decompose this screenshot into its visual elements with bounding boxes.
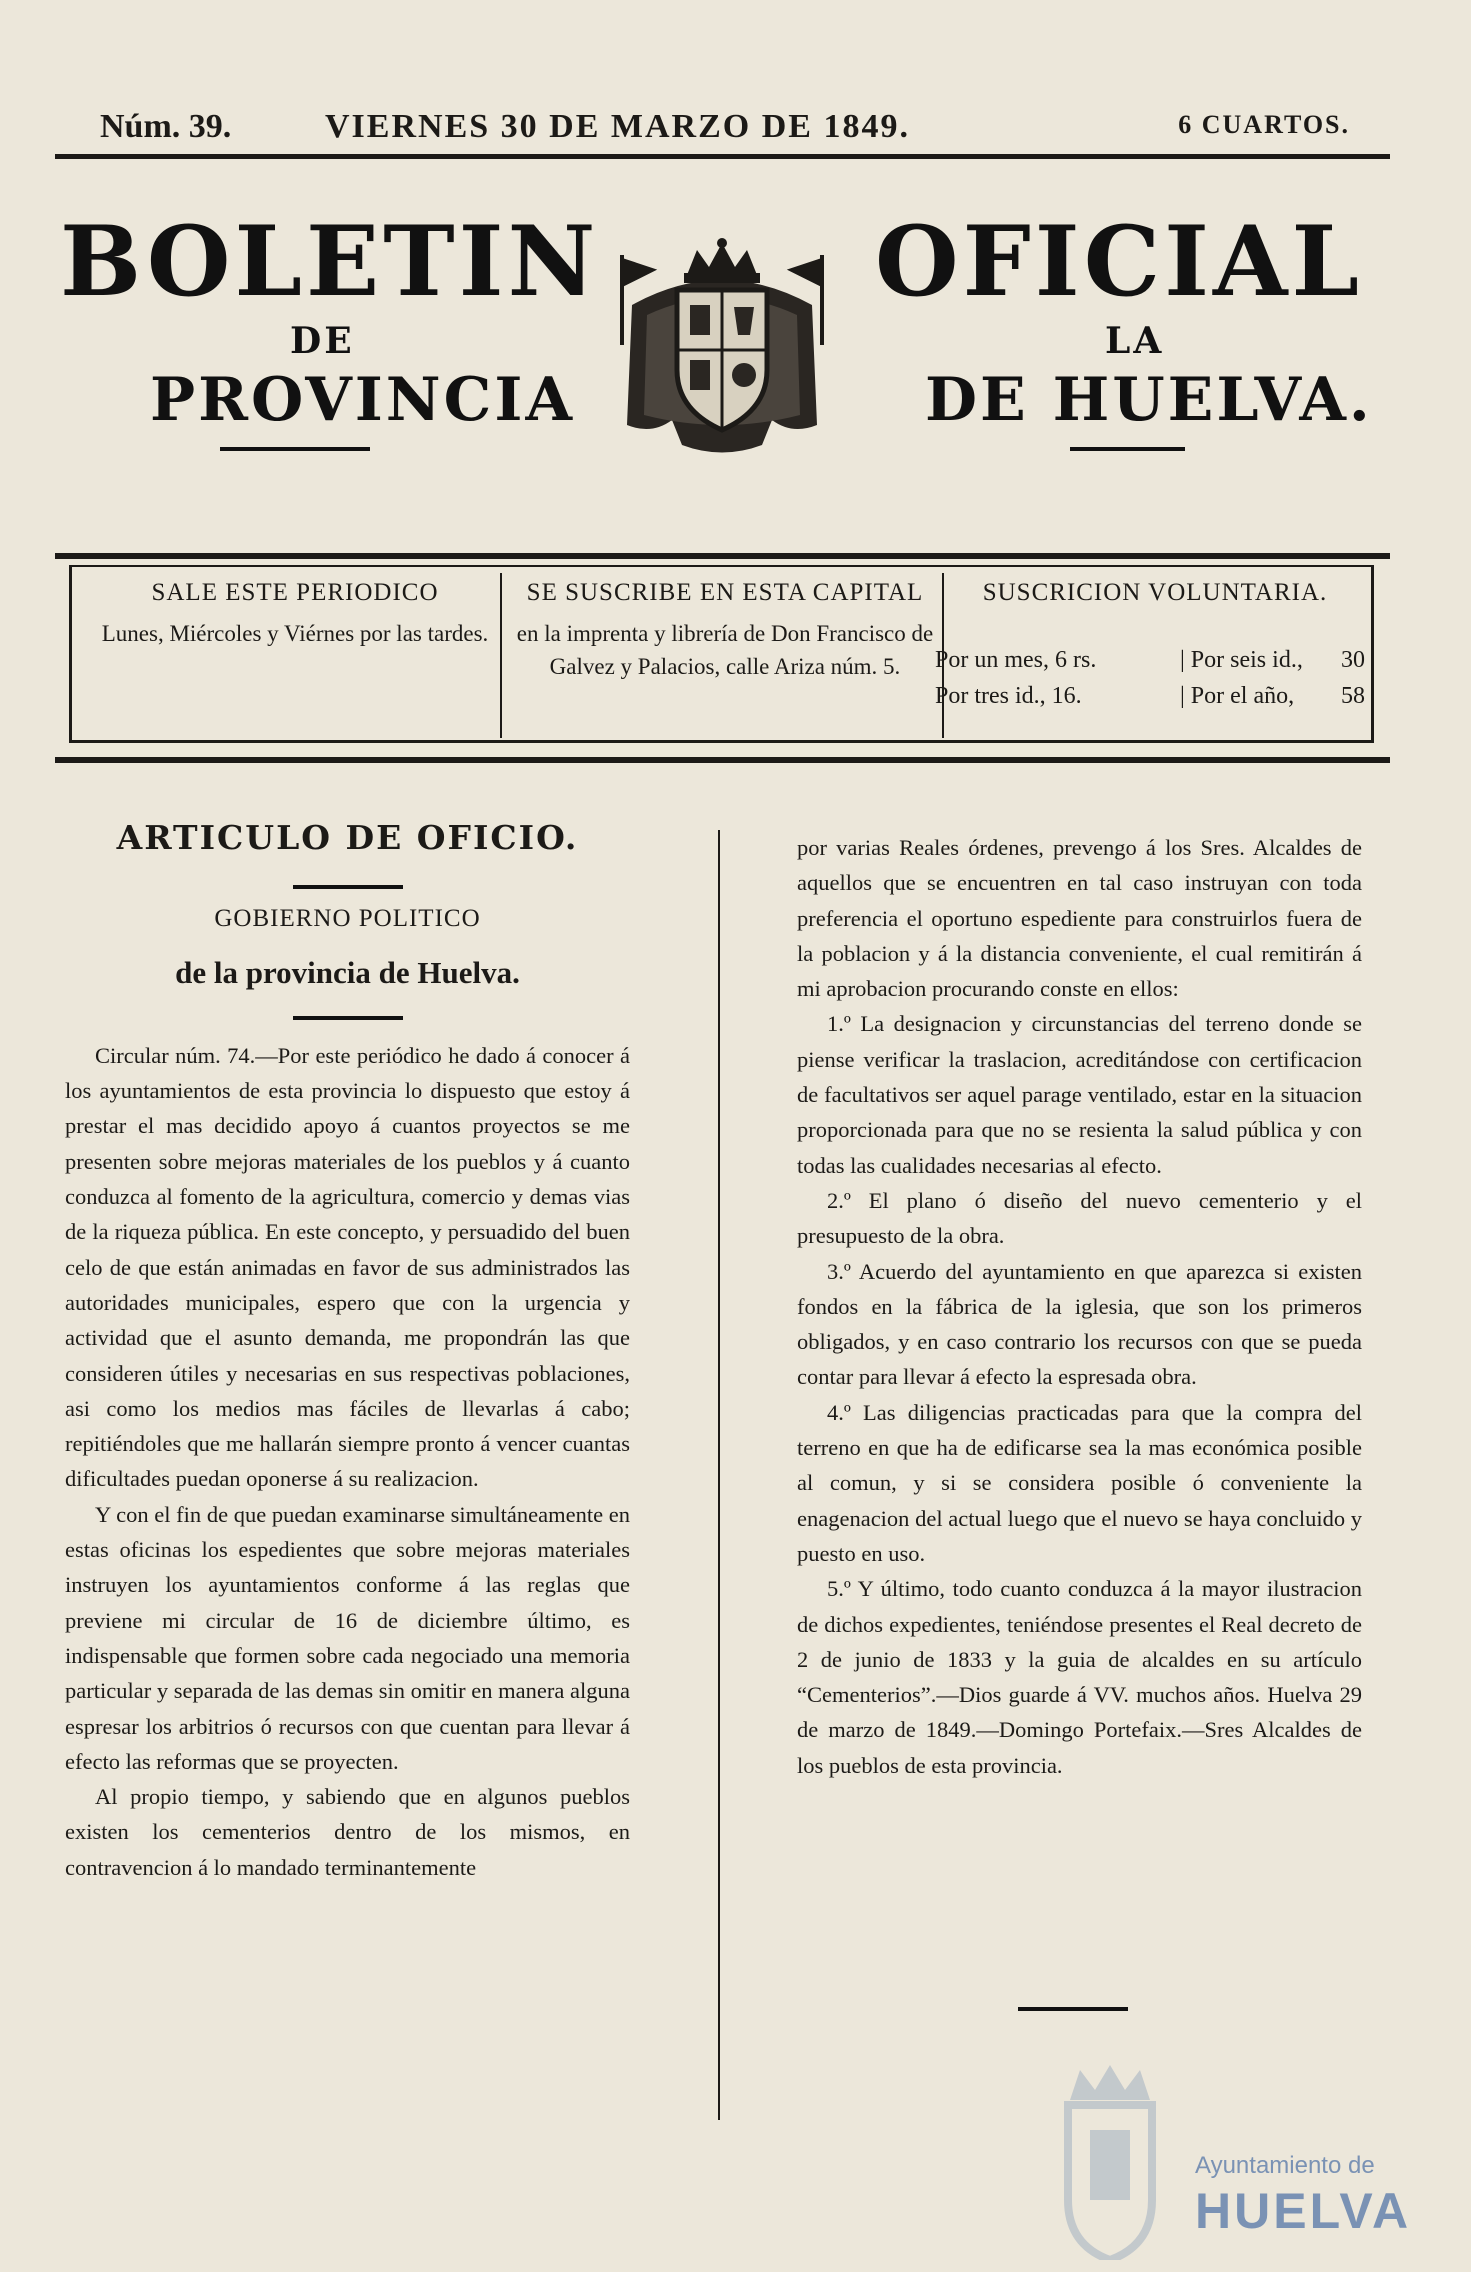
article-paragraph: 3.º Acuerdo del ayuntamiento en que aparezca si existen fondos en la fábrica de la iglesia, que son los primeros obligados, y en caso contrario los recursos con que se pueda contar para llevar á efecto la espresada obra. [797,1258,1362,1390]
article-paragraph: 1.º La designacion y circunstancias del terreno donde se piense verificar la traslacion, acreditándose con certificacion de facultativos ser aquel parage ventilado, estar en la situacion proporcionada para que no se resienta la salud pública y con todas las cualidades necesarias al efecto. [797,1011,1362,1178]
article-province: de la provincia de Huelva. [175,954,520,990]
rate-row: Por tres id., 16. | Por el año, 58 [935,683,1365,709]
rates-column [935,579,1375,749]
article-paragraph: Circular núm. 74.—Por este periódico he dado á conocer á los ayuntamientos de esta provincia lo dispuesto que estoy á prestar el mas decidido apoyo á cuantos proyectos se me presenten sobre mejoras materiales de los pueblos y á cuanto conduzca al fomento de la agricultura, comercio y demas vias de la riqueza pública. En este concepto, y persuadido del buen celo de que están animadas en favor de sus administrados las autoridades municipales, espero que con la urgencia y actividad que el asunto demanda, me propondrán las que consideren útiles y necesarias en sus respectivas poblaciones, asi como los medios mas fáciles de llevarlas á cabo; repitiéndoles que me hallarán siempre pronto á vencer cuantas dificultades puedan oponerse á su realizacion. [65,1042,630,1492]
masthead-underline-left [220,447,370,451]
schedule-title: SALE ESTE PERIODICO [151,579,439,606]
article-paragraph: 2.º El plano ó diseño del nuevo cementerio y el presupuesto de la obra. [797,1187,1362,1249]
end-rule [1018,2007,1128,2011]
article-headline: ARTICULO DE OFICIO. [116,818,579,857]
watermark-line1: Ayuntamiento de [1195,2152,1375,2179]
masthead-underline-right [1070,447,1185,451]
masthead-de: DE [290,320,355,362]
masthead-la: LA [1105,320,1165,362]
article-paragraph: 4.º Las diligencias practicadas para que la compra del terreno en que ha de edificarse sea la mas económica posible al comun, y si se considera posible ó conveniente la enagenacion del actual luego que el nuevo se haya concluido y puesto en uso. [797,1399,1362,1566]
article-section: GOBIERNO POLITICO [214,905,481,933]
schedule-column [75,579,515,749]
article-paragraph: Al propio tiempo, y sabiendo que en algunos pueblos existen los cementerios dentro de los mismos, en contravencion á lo mandado terminantemente [65,1784,630,1880]
masthead-provincia: PROVINCIA [150,365,576,435]
issue-number: Núm. 39. [100,108,232,145]
article-right-column [797,830,1362,1783]
issue-price: 6 CUARTOS. [1178,110,1350,139]
subscribe-column [505,579,945,749]
article-paragraph: por varias Reales órdenes, prevengo á los Sres. Alcaldes de aquellos que se encuentren en tal caso instruyan con toda preferencia el oportuno espediente para construirlos fuera de la poblacion y á la distancia conveniente, el cual remitirán á mi aprobacion procurando conste en ellos: [797,835,1362,1002]
rates-table [935,647,1375,719]
header-rule [55,154,1390,159]
rate-row: Por un mes, 6 rs. | Por seis id., 30 [935,647,1365,673]
issue-header [60,100,1390,144]
masthead-oficial: OFICIAL [875,205,1363,318]
subscribe-text: en la imprenta y librería de Don Francisco de Galvez y Palacios, calle Ariza núm. 5. [516,621,934,679]
coat-of-arms-icon [612,235,832,465]
article-left-column [65,820,630,1885]
masthead-de-huelva: DE HUELVA. [925,365,1373,435]
masthead-boletin: BOLETIN [60,205,600,318]
subscribe-title: SE SUSCRIBE EN ESTA CAPITAL [526,579,924,606]
watermark-line2: HUELVA [1195,2183,1412,2239]
schedule-text: Lunes, Miércoles y Viérnes por las tardes. [101,621,489,646]
issue-date: VIERNES 30 DE MARZO DE 1849. [325,108,910,145]
subscription-box [55,553,1390,763]
rates-title: SUSCRICION VOLUNTARIA. [982,579,1328,606]
column-divider [718,830,720,2120]
article-paragraph: 5.º Y último, todo cuanto conduzca á la mayor ilustracion de dichos expedientes, teniéndose presentes el Real decreto de 2 de junio de 1833 y la guia de alcaldes en su artículo “Cementerios”.—Dios guarde á VV. muchos años. Huelva 29 de marzo de 1849.—Domingo Portefaix.—Sres Alcaldes de los pueblos de esta provincia. [797,1576,1362,1778]
article-paragraph: Y con el fin de que puedan examinarse simultáneamente en estas oficinas los espedientes que sobre mejoras materiales instruyen los ayuntamientos conforme á las reglas que previene mi circular de 16 de diciembre último, es indispensable que formen sobre cada negociado una memoria particular y separada de las demas sin omitir en manera alguna espresar los arbitrios ó recursos con que cuentan para llevar á efecto las reformas que se proyecten. [65,1501,630,1774]
